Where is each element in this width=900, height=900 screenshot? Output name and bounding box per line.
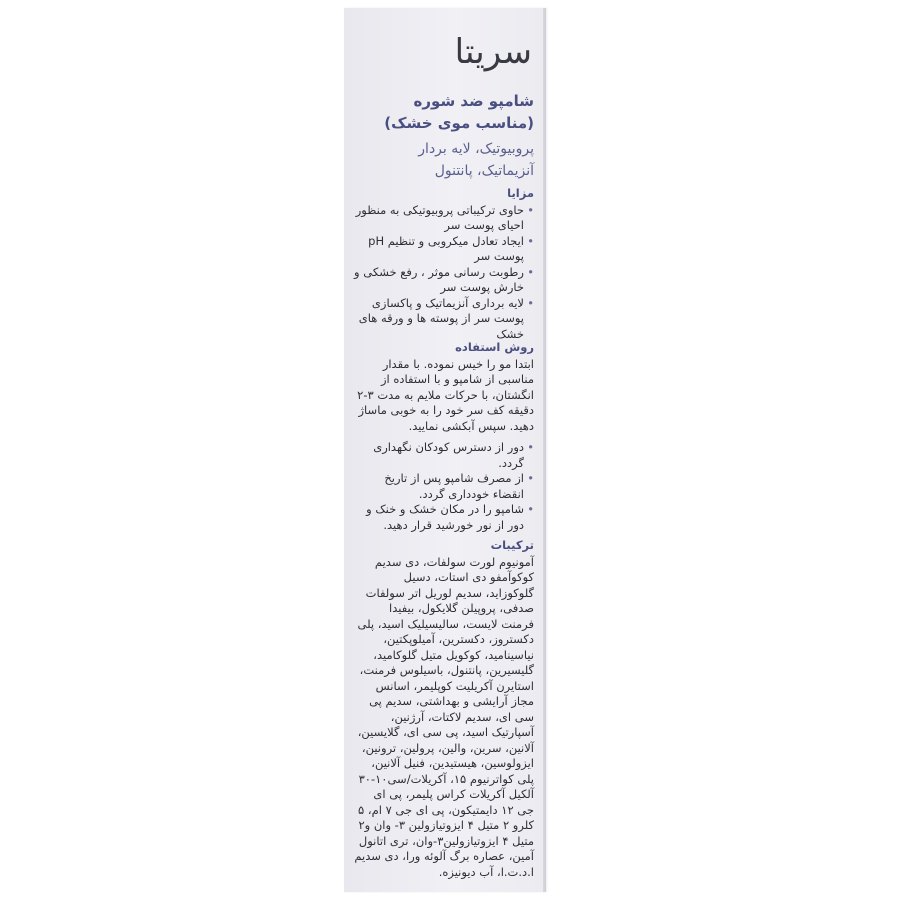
product-tagline-2: آنزیماتیک، پانتنول (434, 163, 534, 179)
ingredients-section (354, 538, 534, 880)
ingredients-heading: ترکیبات (490, 538, 534, 552)
product-title: شامپو ضد شوره (413, 92, 534, 110)
usage-heading: روش استفاده (455, 340, 534, 354)
warning-item: • دور از دسترس کودکان نگهداری گردد. (354, 440, 534, 471)
benefit-item: • ایجاد تعادل میکروبی و تنظیم pH پوست سر (354, 234, 534, 265)
warnings-list (354, 440, 534, 533)
benefits-section (354, 186, 534, 342)
benefit-item: • رطوبت رسانی موثر ، رفع خشکی و خارش پوست سر (354, 265, 534, 296)
benefits-heading: مزایا (507, 186, 534, 200)
benefits-list (354, 203, 534, 343)
product-title-block (354, 90, 534, 134)
product-tagline-block (354, 138, 534, 182)
warning-item: • از مصرف شامپو پس از تاریخ انقضاء خودداری گردد. (354, 471, 534, 502)
ingredients-text: آمونیوم لورت سولفات، دی سدیم کوکوآمفو دی استات، دسیل گلوکوزاید، سدیم لوریل اتر سولفات صدفی، پروپیلن گلایکول، بیفیدا فرمنت لایست، سالیسیلیک اسید، پلی دکستروز، دکسترین، آمیلوپکتین، نیاسینامید، کوکویل متیل گلوکامید، گلیسیرین، پانتنول، باسیلوس فرمنت، استایرن آکریلیت کوپلیمر، اسانس مجاز آرایشی و بهداشتی، سدیم پی سی ای، سدیم لاکتات، آرژنین، آسپارتیک اسید، پی سی ای، گلایسین، آلانین، سرین، والین، پرولین، ترونین، ایزولوسین، هیستیدین، فنیل آلانین، پلی کواترنیوم ۱۵، آکریلات/سی۱۰-۳۰ آلکیل آکریلات کراس پلیمر، پی ای جی ۱۲ دایمتیکون، پی ای جی ۷ ام، ۵ کلرو ۲ متیل ۴ ایزوتیازولین ۳- وان و۲ متیل ۴ ایزوتیازولین۳-وان، تری اتانول آمین، عصاره برگ آلوئه ورا، دی سدیم ا.د.ت.ا، آب دیونیزه. (354, 554, 534, 879)
brand-logo: سریتا (454, 32, 532, 72)
product-tagline-1: پروبیوتیک، لایه بردار (418, 141, 534, 157)
box-edge-shading (543, 8, 546, 892)
benefit-item: • لایه برداری آنزیماتیک و پاکسازی پوست سر از پوسته ها و ورقه های خشک (354, 296, 534, 343)
usage-text: ابتدا مو را خیس نموده. با مقدار مناسبی از شامپو و با استفاده از انگشتان، با حرکات ملایم به مدت ۳-۲ دقیقه کف سر خود را به خوبی ماساژ دهید. سپس آبکشی نمایید. (357, 356, 534, 433)
usage-section (354, 340, 534, 434)
shampoo-box-side-panel (344, 8, 546, 892)
warnings-section (354, 440, 534, 533)
warning-item: • شامپو را در مکان خشک و خنک و دور از نور خورشید قرار دهید. (354, 502, 534, 533)
product-suitability: (مناسب موی خشک) (384, 114, 534, 132)
benefit-item: • حاوی ترکیباتی پروبیوتیکی به منظور احیای پوست سر (354, 203, 534, 234)
